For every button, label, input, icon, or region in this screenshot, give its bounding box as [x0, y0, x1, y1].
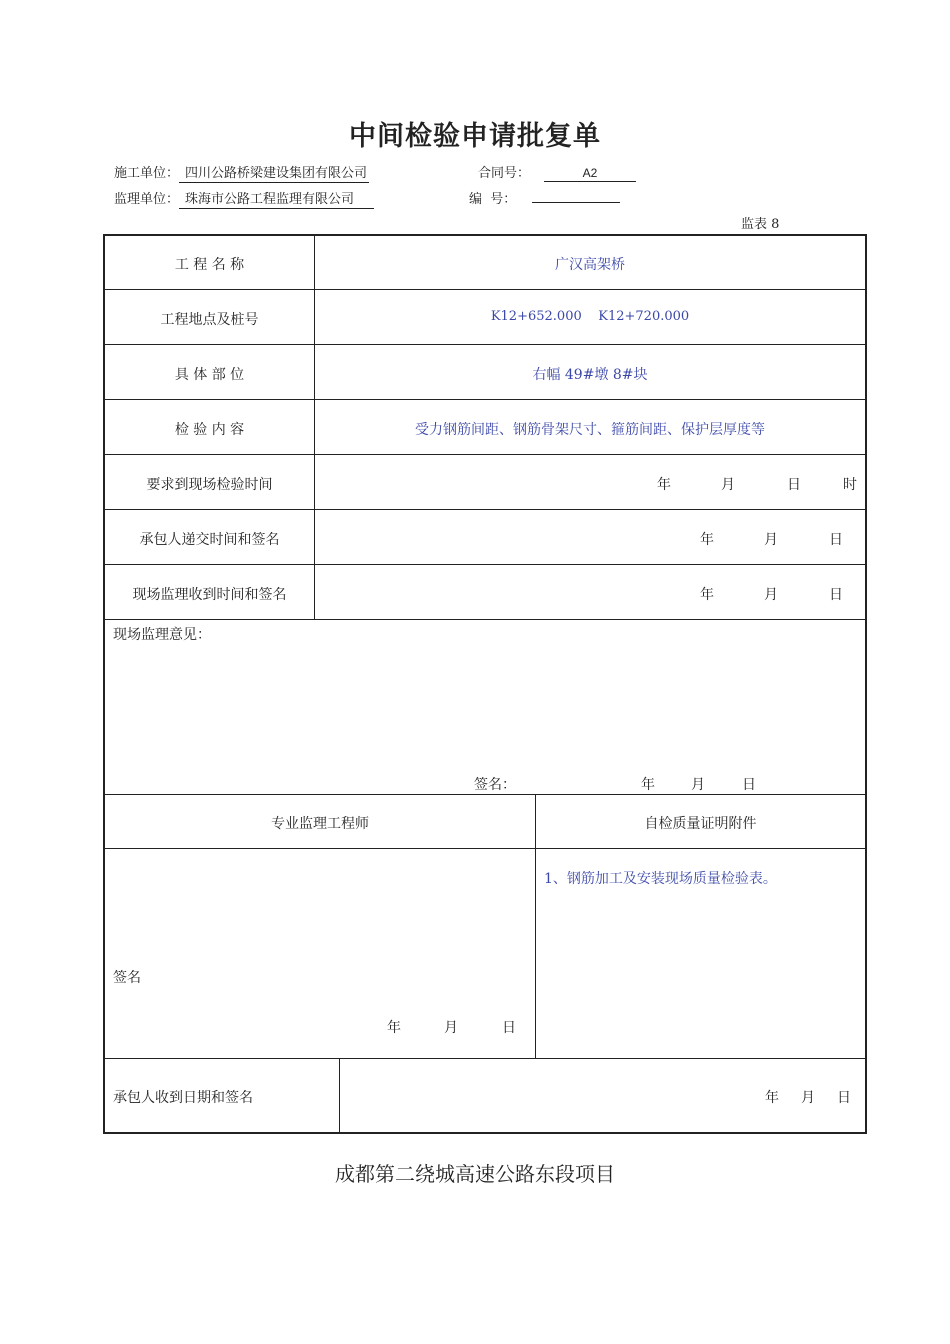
engineer-day: 日 — [502, 1020, 516, 1036]
attachments-header: 自检质量证明附件 — [644, 816, 757, 832]
receive-label: 现场监理收到时间和签名 — [132, 587, 287, 603]
serial-label: 编 号： — [469, 192, 517, 207]
project-name-value: 广汉高架桥 — [555, 257, 625, 273]
content-value: 受力钢筋间距、钢筋骨架尺寸、箍筋间距、保护层厚度等 — [415, 422, 765, 438]
inspect-year: 年 — [657, 477, 671, 493]
engineer-header: 专业监理工程师 — [271, 816, 369, 832]
submit-year: 年 — [700, 532, 714, 548]
contractor-line — [114, 162, 369, 183]
opinion-sign: 签名： — [474, 777, 516, 793]
footer-project-name: 成都第二绕城高速公路东段项目 — [335, 1162, 615, 1186]
opinion-day: 日 — [742, 777, 756, 793]
inspect-month: 月 — [721, 477, 735, 493]
receipt-month: 月 — [801, 1090, 815, 1106]
opinion-label: 现场监理意见： — [113, 627, 211, 643]
supervisor-line — [114, 188, 374, 209]
location-value: K12+652.000 K12+720.000 — [490, 309, 690, 324]
part-value: 右幅 49#墩 8#块 — [532, 367, 648, 383]
receive-day: 日 — [829, 587, 843, 603]
receipt-day: 日 — [837, 1090, 851, 1106]
serial-line — [469, 188, 620, 207]
opinion-month: 月 — [691, 777, 705, 793]
page-title: 中间检验申请批复单 — [349, 121, 601, 152]
serial-value — [532, 202, 620, 203]
contractor-value: 四川公路桥梁建设集团有限公司 — [179, 166, 369, 183]
location-label: 工程地点及桩号 — [160, 312, 259, 328]
contractor-label: 施工单位： — [114, 166, 180, 181]
receive-month: 月 — [764, 587, 778, 603]
contract-no-line — [478, 162, 636, 182]
contract-no-label: 合同号： — [478, 166, 531, 181]
submit-label: 承包人递交时间和签名 — [139, 532, 280, 548]
inspect-day: 日 — [787, 477, 801, 493]
part-label: 具 体 部 位 — [174, 367, 245, 383]
attachment-item: 1、钢筋加工及安装现场质量检验表。 — [544, 871, 777, 887]
opinion-year: 年 — [641, 777, 655, 793]
content-label: 检 验 内 容 — [174, 422, 245, 438]
submit-month: 月 — [764, 532, 778, 548]
form-code: 监表 8 — [741, 217, 780, 232]
inspect-time-label: 要求到现场检验时间 — [146, 477, 273, 493]
engineer-year: 年 — [387, 1020, 401, 1036]
supervisor-label: 监理单位： — [114, 192, 180, 207]
engineer-sign: 签名 — [113, 970, 141, 986]
contractor-receipt-label: 承包人收到日期和签名 — [113, 1090, 253, 1106]
supervisor-value: 珠海市公路工程监理有限公司 — [179, 192, 374, 209]
engineer-month: 月 — [444, 1020, 458, 1036]
inspect-hour: 时 — [843, 477, 857, 493]
submit-day: 日 — [829, 532, 843, 548]
project-name-label: 工 程 名 称 — [174, 257, 245, 273]
contract-no-value: A2 — [544, 165, 636, 182]
receive-year: 年 — [700, 587, 714, 603]
receipt-year: 年 — [765, 1090, 779, 1106]
